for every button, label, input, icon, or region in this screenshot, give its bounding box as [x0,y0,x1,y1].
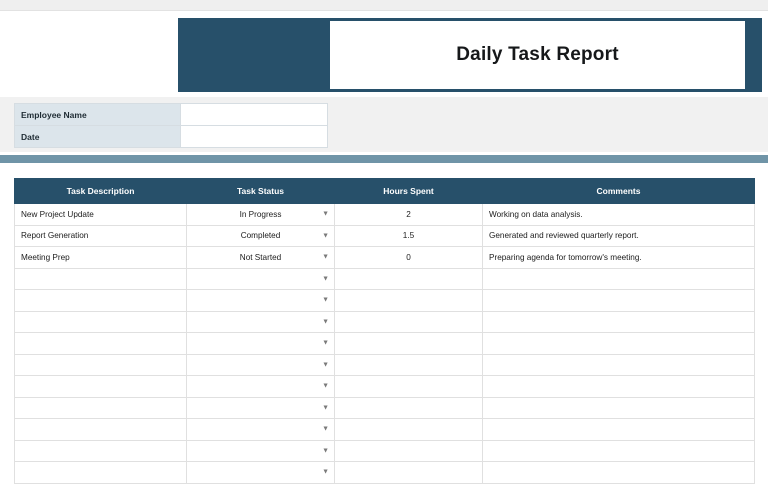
column-header-task-description: Task Description [15,179,187,204]
cell-task-description[interactable]: Meeting Prep [15,247,187,269]
section-divider-gap [0,163,768,167]
cell-task-status-dropdown[interactable] [187,354,335,376]
info-field-date[interactable] [180,126,327,148]
table-row [15,247,755,269]
task-status-value: Not Started [239,252,282,262]
cell-task-description[interactable] [15,333,187,355]
cell-task-description[interactable] [15,397,187,419]
top-strip [0,0,768,11]
info-row-employee-name [15,104,328,126]
table-row [15,290,755,312]
info-label-date: Date [15,126,181,148]
chevron-down-icon[interactable]: ▼ [322,210,329,218]
cell-task-status-dropdown[interactable] [187,225,335,247]
table-row [15,354,755,376]
table-row [15,268,755,290]
cell-hours-spent[interactable] [335,333,483,355]
cell-hours-spent[interactable] [335,311,483,333]
chevron-down-icon[interactable]: ▼ [322,404,329,412]
cell-task-status-dropdown[interactable] [187,290,335,312]
info-label-employee-name: Employee Name [15,104,181,126]
cell-task-status-dropdown[interactable] [187,333,335,355]
cell-task-status-dropdown[interactable] [187,419,335,441]
chevron-down-icon[interactable]: ▼ [322,425,329,433]
cell-task-description[interactable]: Report Generation [15,225,187,247]
table-header-row [15,179,755,204]
cell-hours-spent[interactable] [335,268,483,290]
chevron-down-icon[interactable]: ▼ [322,232,329,240]
info-row-date [15,126,328,148]
cell-comments[interactable]: Preparing agenda for tomorrow's meeting. [483,247,755,269]
cell-comments[interactable] [483,268,755,290]
cell-hours-spent[interactable]: 0 [335,247,483,269]
cell-task-description[interactable] [15,311,187,333]
cell-task-description[interactable]: New Project Update [15,204,187,226]
chevron-down-icon[interactable]: ▼ [322,361,329,369]
table-row [15,311,755,333]
cell-hours-spent[interactable] [335,419,483,441]
cell-hours-spent[interactable]: 2 [335,204,483,226]
chevron-down-icon[interactable]: ▼ [322,447,329,455]
cell-hours-spent[interactable] [335,462,483,484]
task-status-value: Completed [240,231,281,241]
cell-task-status-dropdown[interactable] [187,462,335,484]
cell-comments[interactable] [483,462,755,484]
cell-hours-spent[interactable] [335,440,483,462]
cell-task-status-dropdown[interactable] [187,376,335,398]
page-title: Daily Task Report [456,44,619,65]
table-row [15,440,755,462]
table-row [15,376,755,398]
cell-comments[interactable] [483,419,755,441]
cell-comments[interactable] [483,290,755,312]
task-status-value: In Progress [239,209,282,219]
cell-comments[interactable]: Generated and reviewed quarterly report. [483,225,755,247]
cell-task-description[interactable] [15,354,187,376]
cell-comments[interactable] [483,397,755,419]
title-plate [330,21,745,89]
cell-hours-spent[interactable] [335,376,483,398]
column-header-task-status: Task Status [187,179,335,204]
chevron-down-icon[interactable]: ▼ [322,468,329,476]
cell-comments[interactable] [483,376,755,398]
chevron-down-icon[interactable]: ▼ [322,275,329,283]
cell-task-status-dropdown[interactable] [187,268,335,290]
chevron-down-icon[interactable]: ▼ [322,318,329,326]
chevron-down-icon[interactable]: ▼ [322,382,329,390]
header-accent-left [178,18,324,92]
chevron-down-icon[interactable]: ▼ [322,296,329,304]
cell-comments[interactable] [483,311,755,333]
cell-hours-spent[interactable]: 1.5 [335,225,483,247]
table-row [15,462,755,484]
cell-task-description[interactable] [15,440,187,462]
task-table [14,178,755,484]
cell-task-description[interactable] [15,462,187,484]
cell-hours-spent[interactable] [335,354,483,376]
chevron-down-icon[interactable]: ▼ [322,253,329,261]
cell-task-description[interactable] [15,290,187,312]
cell-task-status-dropdown[interactable] [187,311,335,333]
cell-hours-spent[interactable] [335,290,483,312]
cell-comments[interactable] [483,440,755,462]
cell-comments[interactable]: Working on data analysis. [483,204,755,226]
table-row [15,225,755,247]
table-row [15,419,755,441]
cell-task-description[interactable] [15,376,187,398]
column-header-hours-spent: Hours Spent [335,179,483,204]
cell-task-status-dropdown[interactable] [187,397,335,419]
cell-comments[interactable] [483,333,755,355]
cell-hours-spent[interactable] [335,397,483,419]
cell-task-status-dropdown[interactable] [187,247,335,269]
employee-info-table [14,103,328,148]
table-row [15,397,755,419]
cell-task-status-dropdown[interactable] [187,204,335,226]
cell-comments[interactable] [483,354,755,376]
section-divider-bar [0,155,768,163]
table-row [15,204,755,226]
table-row [15,333,755,355]
cell-task-status-dropdown[interactable] [187,440,335,462]
chevron-down-icon[interactable]: ▼ [322,339,329,347]
cell-task-description[interactable] [15,268,187,290]
info-field-employee-name[interactable] [180,104,327,126]
column-header-comments: Comments [483,179,755,204]
cell-task-description[interactable] [15,419,187,441]
